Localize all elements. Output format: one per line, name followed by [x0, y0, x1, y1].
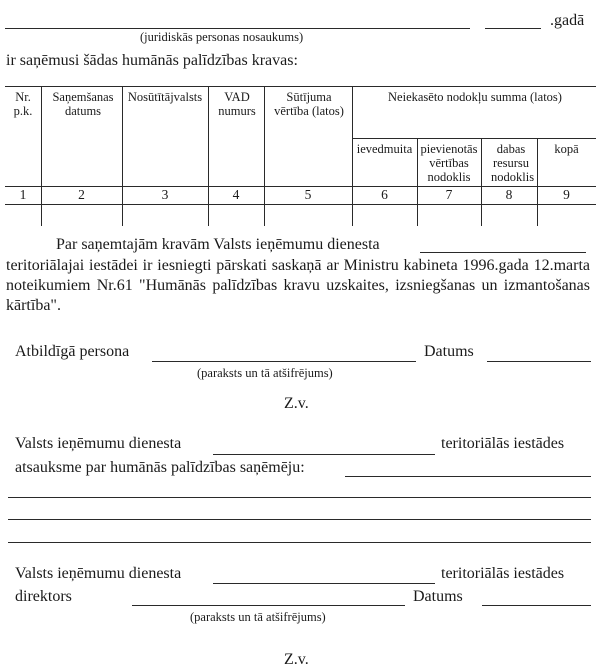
feedback-text-field[interactable] [345, 476, 591, 477]
col-number: 3 [161, 187, 169, 202]
header-nr: Nr. p.k. [13, 90, 33, 118]
col-number: 4 [232, 187, 240, 202]
report-paragraph: teritoriālajai iestādei ir iesniegti pārskati saskaņā ar Ministru kabineta 1996.gada 12.marta noteikumiem Nr.61 "Humānās palīdzības kravu uzskaites, izsniegšanas un izmantošanas kārtība". [6, 257, 590, 314]
responsible-signature-field[interactable] [152, 361, 416, 362]
col-number: 2 [78, 187, 85, 202]
table-row-empty[interactable] [5, 205, 596, 226]
header-total: kopā [554, 142, 579, 156]
col-number: 7 [445, 187, 453, 202]
director-signature-field[interactable] [132, 605, 405, 606]
responsible-stamp: Z.v. [284, 395, 309, 412]
header-sender-country: Nosūtītājvalsts [127, 90, 203, 104]
responsible-caption: (paraksts un tā atšifrējums) [197, 366, 333, 380]
group-subheader-line [352, 138, 596, 139]
header-received-date: Saņemšanas datums [52, 90, 114, 118]
feedback-text-field[interactable] [8, 542, 591, 543]
responsible-label: Atbildīgā persona [15, 343, 130, 360]
year-suffix: .gadā [550, 12, 585, 29]
feedback-line1-left: Valsts ieņēmumu dienesta [15, 435, 182, 452]
header-import-duty: ievedmuita [356, 142, 413, 156]
entity-caption: (juridiskās personas nosaukums) [140, 30, 304, 44]
responsible-date-label: Datums [424, 343, 474, 360]
cargo-table [5, 86, 596, 226]
feedback-text-field[interactable] [8, 519, 591, 520]
feedback-office-field[interactable] [213, 454, 435, 455]
director-stamp: Z.v. [284, 651, 309, 668]
director-caption: (paraksts un tā atšifrējums) [190, 610, 326, 624]
header-untaxed-sum: Neiekasēto nodokļu summa (latos) [388, 90, 562, 104]
table-top-border [5, 86, 596, 87]
col-number: 9 [563, 187, 570, 202]
director-label: direktors [15, 588, 72, 605]
feedback-line1-right: teritoriālās iestādes [441, 435, 565, 452]
col-number: 1 [19, 187, 27, 202]
header-vat: pievienotās vērtības nodoklis [420, 142, 478, 184]
tax-office-field[interactable] [420, 252, 586, 253]
director-date-label: Datums [413, 588, 463, 605]
year-field[interactable] [485, 28, 541, 29]
director-line1-right: teritoriālās iestādes [441, 565, 565, 582]
feedback-line2: atsauksme par humānās palīdzības saņēmēju: [15, 459, 305, 476]
intro-text: ir saņēmusi šādas humānās palīdzības kravas: [6, 52, 298, 69]
header-shipment-value: Sūtījuma vērtība (latos) [274, 90, 344, 118]
col-number: 5 [304, 187, 312, 202]
feedback-text-field[interactable] [8, 497, 591, 498]
director-line1-left: Valsts ieņēmumu dienesta [15, 565, 182, 582]
header-vad-number: VAD numurs [218, 90, 256, 118]
col-number: 6 [381, 187, 388, 202]
col-number: 8 [505, 187, 513, 202]
header-resource-tax: dabas resursu nodoklis [491, 142, 535, 184]
entity-name-field[interactable] [5, 28, 470, 29]
responsible-date-field[interactable] [487, 361, 591, 362]
director-date-field[interactable] [482, 605, 591, 606]
report-line1: Par saņemtajām kravām Valsts ieņēmumu dienesta [56, 236, 380, 253]
director-office-field[interactable] [213, 583, 435, 584]
